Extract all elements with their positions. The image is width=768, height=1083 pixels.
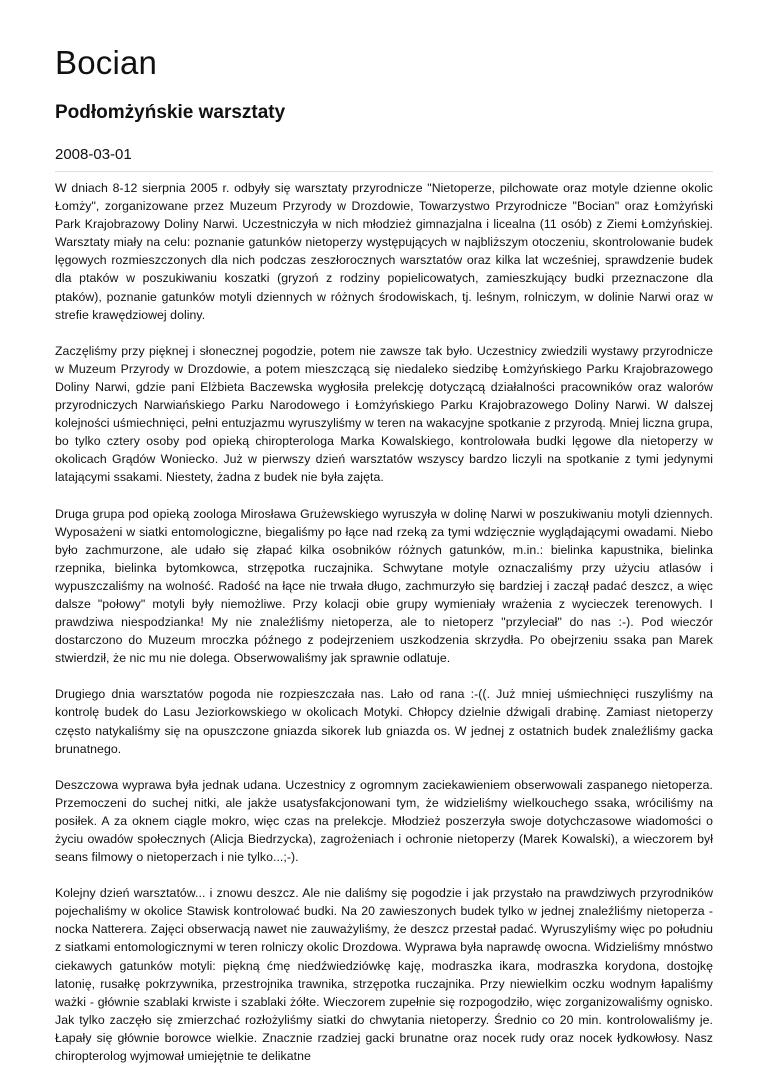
divider bbox=[55, 171, 713, 172]
paragraph: Deszczowa wyprawa była jednak udana. Uczestnicy z ogromnym zaciekawieniem obserwowali zaspanego nietoperza. Przemoczeni do suchej nitki, ale jakże usatysfakcjonowani tym, że widzieliśmy wielkouchego ssaka, wróciliśmy na posiłek. A za oknem ciągle mokro, więc czas na prelekcje. Młodzież poszerzyła swoje dotychczasowe wiadomości o życiu owadów społecznych (Alicja Biedrzycka), zagrożeniach i ochronie nietoperzy (Marek Kowalski), a wieczorem był seans filmowy o nietoperzach i nie tylko...;-). bbox=[55, 777, 713, 865]
article-date: 2008-03-01 bbox=[55, 146, 132, 163]
paragraph: Drugiego dnia warsztatów pogoda nie rozpieszczała nas. Lało od rana :-((. Już mniej uśmiechnięci ruszyliśmy na kontrolę budek do Lasu Jeziorkowskiego w okolicach Motyki. Chłopcy dzielnie dźwigali drabinę. Zamiast nietoperzy często natykaliśmy się na opuszczone gniazda sikorek lub gniazda os. W jednej z ostatnich budek znaleźliśmy gacka brunatnego. bbox=[55, 687, 713, 756]
paragraph: W dniach 8-12 sierpnia 2005 r. odbyły się warsztaty przyrodnicze "Nietoperze, pilchowate oraz motyle dzienne okolic Łomży", zorganizowane przez Muzeum Przyrody w Drozdowie, Towarzystwo Przyrodnicze "Bocian" oraz Łomżyński Park Krajobrazowy Doliny Narwi. Uczestniczyła w nich młodzież gimnazjalna i licealna (11 osób) z Ziemi Łomżyńskiej. Warsztaty miały na celu: poznanie gatunków nietoperzy występujących w najbliższym otoczeniu, skontrolowanie budek lęgowych rozmieszczonych dla nich podczas zeszłorocznych warsztatów oraz kilka lat wcześniej, sprawdzenie budek dla ptaków w poszukiwaniu koszatki (gryzoń z rodziny popielicowatych, zamieszkujący budki przeznaczone dla ptaków), poznanie gatunków motyli dziennych w różnych środowiskach, tj. leśnym, rolniczym, w dolinie Narwi oraz w strefie krawędziowej doliny. bbox=[55, 181, 713, 322]
paragraph: Kolejny dzień warsztatów... i znowu deszcz. Ale nie daliśmy się pogodzie i jak przystało na prawdziwych przyrodników pojechaliśmy w okolice Stawisk kontrolować budki. Na 20 zawieszonych budek tylko w jednej znaleźliśmy nietoperza - nocka Natterera. Zajęci obserwacją nawet nie zauważyliśmy, że deszcz przestał padać. Wyruszyliśmy więc po południu z siatkami entomologicznymi w teren rolniczy okolic Drozdowa. Wyprawa była naprawdę owocna. Widzieliśmy mnóstwo ciekawych gatunków motyli: piękną ćmę niedźwiedziówkę kaję, modraszka ikara, modraszka korydona, dostojkę latonię, rusałkę pokrzywnika, przestrojnika trawnika, strzępotka ruczajnika. Przy niewielkim oczku wodnym łapaliśmy ważki - głównie szablaki krwiste i szablaki żółte. Wieczorem zupełnie się rozpogodziło, więc zorganizowaliśmy ognisko. Jak tylko zaczęło się zmierzchać rozłożyliśmy siatki do chwytania nietoperzy. Średnio co 20 min. kontrolowaliśmy je. Łapały się głównie borowce wielkie. Znacznie rzadziej gacki brunatne oraz nocek rudy oraz nocek łydkowłosy. Nasz chiropterolog wyjmował umiejętnie te delikatne bbox=[55, 886, 713, 1064]
site-title[interactable]: Bocian bbox=[55, 44, 158, 81]
article-body bbox=[55, 179, 713, 1083]
paragraph: Zaczęliśmy przy pięknej i słonecznej pogodzie, potem nie zawsze tak było. Uczestnicy zwiedzili wystawy przyrodnicze w Muzeum Przyrody w Drozdowie, a potem mieszczącą się niedaleko siedzibę Łomżyńskiego Parku Krajobrazowego Doliny Narwi, gdzie pani Elżbieta Baczewska wygłosiła prelekcję dotyczącą działalności pracowników oraz walorów przyrodniczych Narwiańskiego Parku Narodowego i Łomżyńskiego Parku Krajobrazowego Doliny Narwi. W dalszej kolejności uśmiechnięci, pełni entuzjazmu wyruszyliśmy w teren na wakacyjne spotkanie z przyrodą. Mniej liczna grupa, bo tylko cztery osoby pod opieką chiropterologa Marka Kowalskiego, kontrolowała budki lęgowe dla nietoperzy w okolicach Grądów Woniecko. Już w pierwszy dzień warsztatów wszyscy bardzo liczyli na spotkanie z tymi jedynymi latającymi ssakami. Niestety, żadna z budek nie była zajęta. bbox=[55, 343, 713, 485]
paragraph: Druga grupa pod opieką zoologa Mirosława Grużewskiego wyruszyła w dolinę Narwi w poszukiwaniu motyli dziennych. Wyposażeni w siatki entomologiczne, biegaliśmy po łące nad rzeką za tymi wdzięcznie wyglądającymi owadami. Niebo było zachmurzone, ale udało się złapać kilka osobników różnych gatunków, m.in.: bielinka kapustnika, bielinka rzepnika, bielinka bytomkowca, strzępotka ruczajnika. Schwytane motyle oznaczaliśmy przy użyciu atlasów i wypuszczaliśmy na wolność. Radość na łące nie trwała długo, zachmurzyło się bardziej i zaczął padać deszcz, a więc dalsze "połowy" motyli były niemożliwe. Przy kolacji obie grupy wymieniały wrażenia z wycieczek terenowych. I prawdziwa niespodzianka! My nie znaleźliśmy nietoperza, ale to nietoperz "przyleciał" do nas :-). Pod wieczór dostarczono do Muzeum mroczka późnego z podejrzeniem uszkodzenia skrzydła. Po obejrzeniu ssaka pan Marek stwierdził, że nic mu nie dolega. Obserwowaliśmy jak sprawnie odlatuje. bbox=[55, 506, 713, 666]
article-title[interactable]: Podłomżyńskie warsztaty bbox=[55, 102, 286, 123]
